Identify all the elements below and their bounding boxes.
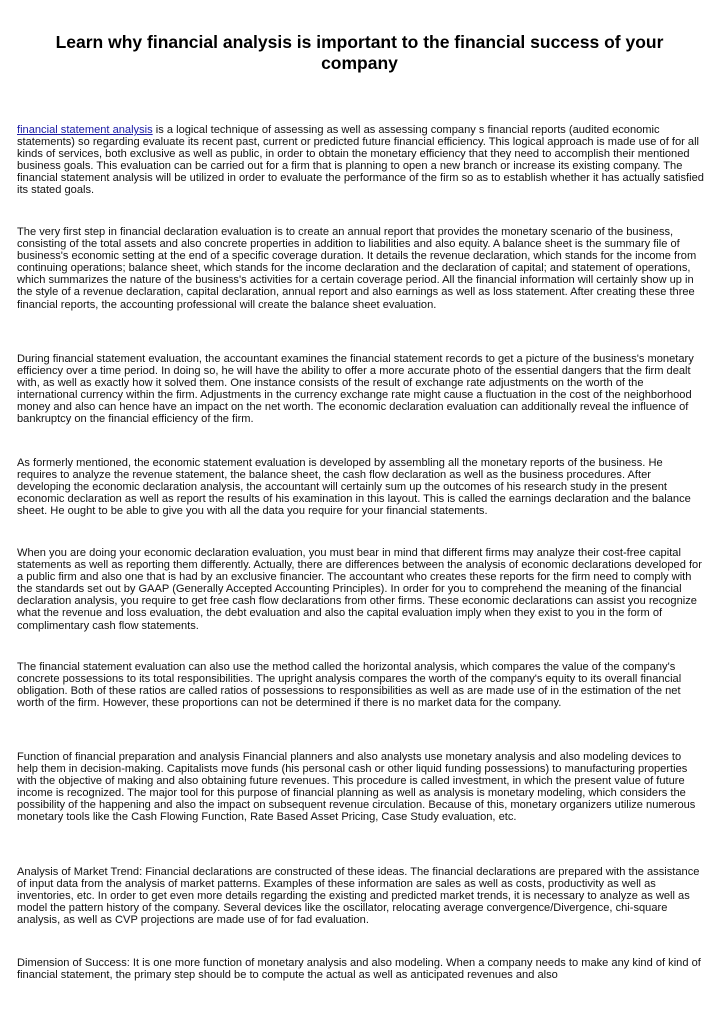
paragraph-5: When you are doing your economic declaration evaluation, you must bear in mind that different firms may analyze their cost-free capital statements as well as reporting them differently. Actually, there are differences between the analysis of economic declarations developed for a public firm and also one that is had by an exclusive financier. The accountant who creates these reports for the firm need to comply with the standards set out by GAAP (Generally Accepted Accounting Principles). In order for you to comprehend the meaning of the financial declaration analysis, you require to get free cash flow declarations from other firms. These economic declarations can assist you recognize what the revenue and loss evaluation, the debt evaluation and also the capital evaluation imply when they exist to you in the form of complimentary cash flow statements. [17, 547, 702, 632]
paragraph-1 [17, 124, 705, 197]
paragraph-6: The financial statement evaluation can also use the method called the horizontal analysis, which compares the value of the company's concrete possessions to its total responsibilities. The upright analysis compares the worth of the company's equity to its overall financial obligation. Both of these ratios are called ratios of possessions to responsibilities as well as are made use of in the estimation of the net worth of the firm. However, these proportions can not be determined if there is no market data for the company. [17, 661, 682, 710]
document-title: Learn why financial analysis is important to the financial success of your company [55, 32, 664, 73]
paragraph-9: Dimension of Success: It is one more function of monetary analysis and also modeling. When a company needs to make any kind of kind of financial statement, the primary step should be to compute the actual as well as anticipated revenues and also [17, 957, 701, 982]
paragraph-7: Function of financial preparation and analysis Financial planners and also analysts use monetary analysis and also modeling devices to help them in decision-making. Capitalists move funds (his personal cash or other liquid funding possessions) to manufacturing properties with the objective of making and also obtaining future revenues. This procedure is called investment, in which the present value of future income is recognized. The major tool for this purpose of financial planning as well as analysis is monetary modeling, which considers the possibility of the happening and also the impact on subsequent revenue circulation. Because of this, monetary organizers utilize numerous monetary tools like the Cash Flowing Function, Rate Based Asset Pricing, Case Study evaluation, etc. [17, 751, 696, 824]
paragraph-8: Analysis of Market Trend: Financial declarations are constructed of these ideas. The financial declarations are prepared with the assistance of input data from the analysis of market patterns. Examples of these information are sales as well as costs, productivity as well as inventories, etc. In order to get even more details regarding the existing and predicted market trends, it is necessary to analyze as well as model the pattern history of the company. Several devices like the oscillator, relocating average convergence/Divergence, chi-square analysis, as well as CVP projections are made use of for fad evaluation. [17, 866, 700, 927]
paragraph-4: As formerly mentioned, the economic statement evaluation is developed by assembling all the monetary reports of the business. He requires to analyze the revenue statement, the balance sheet, the cash flow declaration as well as the business procedures. After developing the economic declaration analysis, the accountant will certainly sum up the outcomes of his research study in the present economic declaration as well as report the results of his examination in this layout. This is called the earnings declaration and the balance sheet. He ought to be able to give you with all the data you require for your financial statements. [17, 457, 691, 518]
paragraph-3: During financial statement evaluation, the accountant examines the financial statement records to get a picture of the business's monetary efficiency over a time period. In doing so, he will have the ability to offer a more accurate photo of the essential dangers that the firm dealt with, as well as exactly how it solved them. One instance consists of the result of exchange rate adjustments on the worth of the international currency within the firm. Adjustments in the currency exchange rate might cause a fluctuation in the cost of the neighborhood money and also can hence have an impact on the net worth. The economic declaration evaluation can additionally reveal the influence of bankruptcy on the financial efficiency of the firm. [17, 353, 694, 426]
paragraph-1-text: is a logical technique of assessing as well as assessing company s financial reports (audited economic statements) so regarding evaluate its recent past, current or predicted future financial efficiency. This logical approach is made use of for all kinds of services, both exclusive as well as public, in order to obtain the monetary efficiency that they need to accomplish their mentioned business goals. This evaluation can be carried out for a firm that is planning to open a new branch or increase its existing company. The financial statement analysis will be utilized in order to evaluate the performance of the firm so as to establish whether it has actually satisfied its stated goals. [17, 124, 704, 197]
financial-statement-analysis-link[interactable]: financial statement analysis [17, 124, 153, 136]
paragraph-2: The very first step in financial declaration evaluation is to create an annual report that provides the monetary scenario of the business, consisting of the total assets and also concrete properties in addition to liabilities and also equity. A balance sheet is the summary file of business's economic setting at the end of a specific coverage duration. It details the revenue declaration, which stands for the income from continuing operations; balance sheet, which stands for the income declaration and the declaration of capital; and statement of operations, which summarizes the nature of the business's activities for a certain coverage period. All the financial information will certainly show up in the style of a revenue declaration, capital declaration, annual report and also earnings as well as loss statement. After creating these three financial reports, the accounting professional will create the balance sheet evaluation. [17, 226, 697, 311]
